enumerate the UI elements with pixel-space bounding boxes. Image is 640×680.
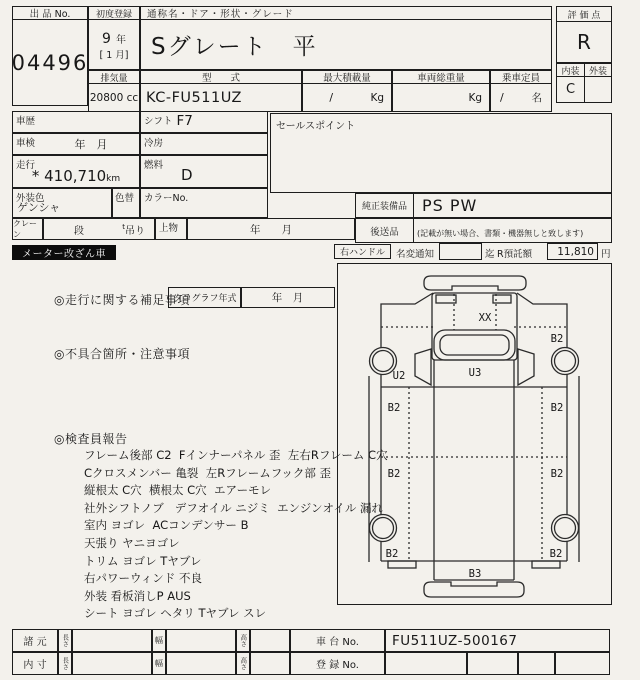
mileage-cell	[12, 155, 140, 188]
inner-row-label-cell	[12, 652, 58, 675]
inspector-line: 社外シフトノブ デフオイル ニジミ エンジンオイル 漏れ	[84, 500, 384, 515]
crane-step-label: 段	[74, 225, 84, 237]
registration-value-cell-3	[518, 652, 555, 675]
mudflap-left	[388, 561, 416, 568]
score-header	[557, 7, 611, 22]
inner-width-label: 幅	[155, 659, 163, 668]
later-shipment-note-cell	[414, 220, 611, 241]
model-label: 型 式	[201, 73, 240, 84]
spec-height-label-cell	[236, 629, 250, 652]
left-shoulder-line	[381, 293, 433, 349]
inner-height-label: 高さ	[239, 657, 248, 670]
color-change-label: 色替	[115, 193, 135, 204]
bed-floor-lines	[434, 360, 514, 580]
inner-row-label: 内 寸	[23, 660, 47, 671]
spec-width-label-cell	[152, 629, 166, 652]
damage-code-b2-bed-right-lower: B2	[550, 468, 564, 480]
lot-no-box	[12, 19, 88, 106]
color-no-label: カラーNo.	[144, 193, 189, 204]
registration-value-cell-2	[467, 652, 518, 675]
inner-length-label-cell	[58, 652, 72, 675]
lot-no-value: 04496	[11, 50, 89, 75]
history-cell	[12, 111, 140, 133]
model-value-cell	[140, 83, 302, 112]
aircon-cell	[140, 133, 268, 155]
crane-hoist-label: 吊り	[125, 225, 145, 237]
spec-row-label: 諸 元	[23, 637, 47, 648]
spec-height-value-cell	[250, 629, 290, 652]
crane-cell	[12, 218, 43, 240]
mileage-unit: km	[106, 174, 121, 184]
damage-code-b2-rear-left: B2	[385, 548, 399, 560]
tacho-value: 年 月	[271, 292, 304, 304]
rear-bumper-shape	[424, 582, 524, 597]
later-shipment-note: (記載が無い場合、書類・機器無しと致します)	[417, 229, 584, 238]
damage-code-b2-bed-left-upper: B2	[387, 402, 401, 414]
capacity-value-cell	[490, 83, 552, 112]
first-reg-label: 初度登録	[95, 9, 132, 20]
bed-dotted-verticals	[409, 387, 542, 561]
upper-body-cell	[155, 218, 187, 240]
displacement-value: 20800 cc	[89, 91, 139, 104]
max-load-unit: Kg	[370, 91, 384, 104]
capacity-header	[490, 70, 552, 84]
score-label: 評 価 点	[567, 10, 601, 21]
mileage-supplement-title: ◎走行に関する補足事項	[54, 293, 190, 307]
score-value-cell	[557, 22, 611, 61]
inspector-line: Cクロスメンバー 亀裂 左Rフレームフック部 歪	[84, 465, 332, 480]
inner-height-label-cell	[236, 652, 250, 675]
displacement-header	[88, 70, 140, 84]
exterior-header	[584, 63, 612, 77]
front-bumper-shape	[424, 276, 526, 290]
crane-ton-unit: t	[122, 222, 125, 231]
color-no-cell	[140, 188, 268, 218]
inspector-line: 右パワーウィンド 不良	[84, 571, 202, 586]
shift-value: F7	[176, 113, 193, 129]
truck-top-view-diagram	[338, 264, 610, 603]
max-load-label: 最大積載量	[323, 73, 371, 84]
registration-label-cell	[290, 652, 385, 675]
model-header	[140, 70, 302, 84]
gross-weight-header	[392, 70, 490, 84]
meter-tamper-badge	[12, 245, 116, 260]
inspector-line: 縦根太 C穴 横根太 C穴 エアーモレ	[84, 483, 272, 498]
inner-width-value-cell	[166, 652, 236, 675]
tacho-label: タコグラフ年式	[173, 294, 237, 304]
chassis-label: 車 台 No.	[316, 637, 359, 648]
chassis-value: FU511UZ-500167	[392, 632, 518, 649]
handle-box	[334, 244, 391, 259]
inspector-report	[84, 447, 388, 623]
later-shipment-label-cell	[356, 219, 414, 242]
front-right-wheel	[552, 348, 579, 375]
cab-step-right	[518, 349, 534, 385]
inspector-line: 外装 看板消しP AUS	[84, 588, 191, 603]
registration-value-cell-4	[555, 652, 610, 675]
interior-value: C	[565, 82, 576, 97]
spec-row-label-cell	[12, 629, 58, 652]
equipment-label: 純正装備品	[361, 202, 407, 212]
crane-label: クレーン	[13, 219, 37, 239]
gross-weight-label: 車両総重量	[417, 73, 465, 84]
body-color-value: ゲンシャ	[17, 201, 61, 214]
equipment-value-cell	[414, 194, 611, 217]
grade-label: 通称名・ドア・形状・グレード	[147, 9, 294, 20]
deposit-value-box	[547, 243, 598, 260]
name-change-label: 名変通知	[396, 249, 435, 260]
inspection-label: 車検	[16, 138, 36, 149]
yen-label: 円	[601, 249, 611, 260]
exterior-value-cell	[584, 76, 612, 103]
gross-weight-value-cell	[392, 83, 490, 112]
damage-code-b2-rear-right: B2	[549, 548, 563, 560]
later-shipment-label: 後送品	[370, 226, 399, 238]
inner-height-value-cell	[250, 652, 290, 675]
inspection-cell	[12, 133, 140, 155]
rear-right-wheel	[552, 515, 579, 542]
inspector-line: 室内 ヨゴレ ACコンデンサー B	[84, 518, 249, 533]
damage-code-b2-bed-left-lower: B2	[387, 468, 401, 480]
inspector-line: 天張り ヤニヨゴレ	[84, 535, 180, 550]
damage-diagram-box	[337, 263, 612, 605]
first-reg-year-unit: 年	[116, 35, 126, 46]
interior-value-cell	[556, 76, 585, 103]
grade-box	[140, 19, 552, 70]
displacement-label: 排気量	[100, 73, 128, 84]
spec-width-value-cell	[166, 629, 236, 652]
deposit-value: 11,810	[557, 245, 594, 258]
body-color-label: 外装色	[16, 193, 45, 204]
equipment-row	[355, 193, 612, 218]
damage-code-b3: B3	[468, 568, 482, 580]
chassis-label-cell	[290, 629, 385, 652]
deposit-label: R預託額	[497, 249, 533, 260]
capacity-label: 乗車定員	[501, 73, 540, 84]
equipment-label-cell	[356, 194, 414, 217]
exterior-label: 外装	[588, 66, 607, 77]
inspector-title: ◎検査員報告	[54, 432, 128, 446]
fuel-value-wrap	[181, 165, 193, 184]
mudflap-right	[532, 561, 560, 568]
inspection-value: 年 月	[74, 138, 108, 151]
upper-body-value-cell	[187, 218, 355, 240]
aircon-label: 冷房	[144, 138, 164, 149]
capacity-unit: 名	[531, 92, 542, 104]
first-reg-box	[88, 19, 140, 70]
rear-left-wheel	[370, 515, 397, 542]
spec-length-label-cell	[58, 629, 72, 652]
max-load-header	[302, 70, 392, 84]
mileage-value-wrap	[13, 166, 139, 185]
spec-height-label: 高さ	[239, 634, 248, 647]
name-change-date-box	[439, 243, 482, 260]
color-change-cell	[112, 188, 140, 218]
sales-point-box	[270, 113, 612, 193]
capacity-slash: /	[500, 91, 504, 104]
damage-code-u2: U2	[392, 370, 406, 382]
model-value: KC-FU511UZ	[146, 89, 242, 106]
first-reg-year-row	[102, 28, 126, 47]
first-reg-month: [ 1 月]	[99, 50, 129, 61]
lot-no-label: 出 品 No.	[29, 9, 71, 20]
first-reg-year: 9	[101, 31, 111, 47]
spec-length-value-cell	[72, 629, 152, 652]
fuel-cell	[140, 155, 268, 188]
max-load-value-cell	[302, 83, 392, 112]
until-label: 迄	[485, 249, 495, 260]
crane-detail-cell	[43, 218, 155, 240]
interior-label: 内装	[561, 66, 580, 77]
windshield-inner	[440, 335, 509, 355]
body-color-cell	[12, 188, 112, 218]
inspection-value-wrap	[53, 134, 129, 154]
crane-hoist-wrap	[122, 222, 145, 237]
lot-no-header	[12, 6, 88, 20]
registration-label: 登 録 No.	[316, 660, 359, 671]
interior-header	[556, 63, 585, 77]
damage-code-b2-bed-right-upper: B2	[550, 402, 564, 414]
upper-body-value: 年 月	[250, 223, 292, 236]
displacement-value-cell	[88, 83, 140, 112]
handle-value: 右ハンドル	[339, 248, 385, 258]
cab-step-left	[415, 349, 431, 385]
grade-header	[140, 6, 552, 20]
max-load-slash: /	[329, 91, 334, 104]
chassis-value-cell	[385, 629, 610, 652]
mileage-label: 走行	[16, 160, 36, 171]
score-value: R	[577, 29, 591, 54]
damage-code-xx: XX	[478, 312, 492, 324]
sales-point-label: セールスポイント	[276, 121, 356, 132]
inspector-line: フレーム後部 C2 Fインナーパネル 歪 左右Rフレーム C穴	[84, 448, 388, 462]
cab-vent-left	[436, 295, 456, 303]
tacho-value-cell	[240, 287, 335, 308]
upper-body-label: 上物	[159, 223, 179, 234]
body-color-value-wrap	[17, 196, 60, 215]
score-box	[556, 6, 612, 63]
inspector-line: シート ヨゴレ ヘタリ Tヤブレ スレ	[84, 606, 267, 621]
first-reg-header	[88, 6, 140, 20]
grade-value: Sグレート 平	[151, 34, 318, 60]
mileage-value: * 410,710	[31, 167, 107, 185]
later-shipment-row	[355, 218, 612, 243]
damage-code-u3: U3	[468, 367, 482, 379]
history-label: 車歴	[16, 116, 36, 127]
gross-weight-unit: Kg	[468, 91, 482, 104]
meter-tamper-text: メーター改ざん車	[22, 249, 106, 260]
inner-length-value-cell	[72, 652, 152, 675]
damage-code-b2-fender: B2	[550, 333, 564, 345]
inspector-line: トリム ヨゴレ Tヤブレ	[84, 553, 202, 568]
inner-width-label-cell	[152, 652, 166, 675]
defects-title: ◎不具合箇所・注意事項	[54, 347, 190, 361]
fuel-value: D	[181, 166, 193, 184]
equipment-value: PS PW	[422, 196, 478, 215]
spec-length-label: 長さ	[61, 634, 70, 647]
shift-cell	[140, 111, 268, 133]
registration-value-cell-1	[385, 652, 467, 675]
inner-length-label: 長さ	[61, 657, 70, 670]
shift-label: シフト	[144, 116, 173, 127]
spec-width-label: 幅	[155, 636, 163, 645]
fuel-label: 燃料	[144, 160, 164, 171]
tacho-label-cell	[168, 287, 242, 308]
